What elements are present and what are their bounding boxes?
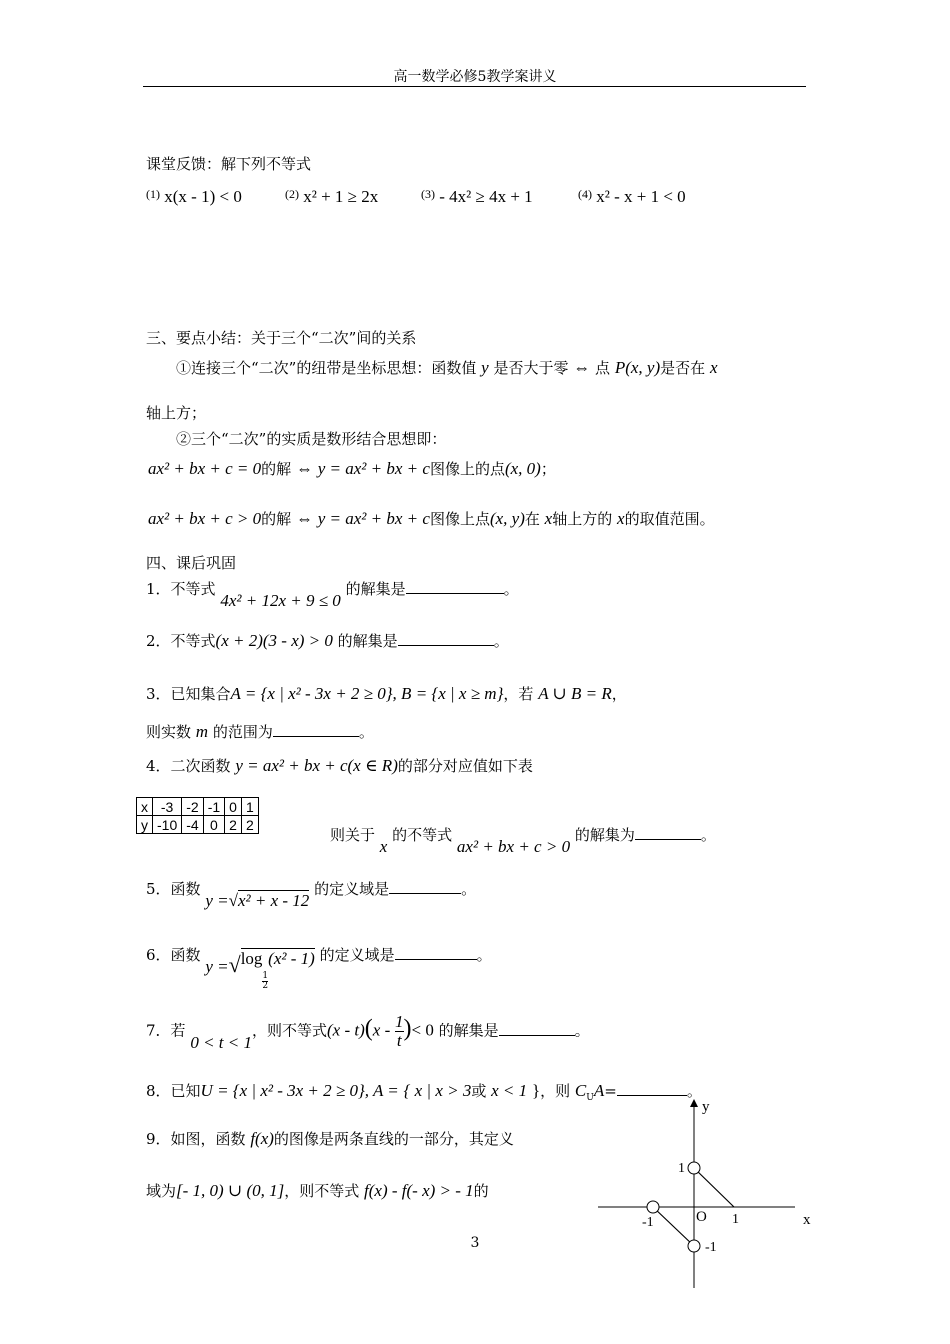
header-rule bbox=[143, 86, 806, 87]
table-row bbox=[137, 816, 259, 834]
question-5: 5．函数 y =√x² + x - 12 的定义域是 。 bbox=[146, 880, 477, 910]
feedback-title: 课堂反馈：解下列不等式 bbox=[146, 155, 312, 173]
values-table bbox=[136, 797, 259, 834]
summary-point-2: ②三个“二次”的实质是数形结合思想即： bbox=[176, 430, 447, 448]
table-cell: 2 bbox=[241, 816, 258, 834]
tick-label-x1: 1 bbox=[732, 1212, 739, 1227]
answer-blank[interactable] bbox=[406, 579, 504, 594]
answer-blank[interactable] bbox=[499, 1021, 575, 1036]
page-header-title: 高一数学必修5教学案讲义 bbox=[393, 69, 557, 85]
summary-point-1-cont: 轴上方； bbox=[146, 404, 207, 422]
homework-title: 四、课后巩固 bbox=[146, 554, 237, 572]
y-axis-label: y bbox=[702, 1099, 710, 1115]
table-cell: -2 bbox=[182, 798, 203, 816]
answer-blank[interactable] bbox=[635, 825, 701, 840]
table-cell: -3 bbox=[153, 798, 182, 816]
table-row bbox=[137, 798, 259, 816]
table-cell: -4 bbox=[182, 816, 203, 834]
question-1: 1．不等式 4x² + 12x + 9 ≤ 0 的解集是 。 bbox=[146, 580, 519, 610]
function-graph bbox=[590, 1093, 830, 1293]
table-cell: -1 bbox=[203, 798, 224, 816]
table-cell: x bbox=[137, 798, 153, 816]
answer-blank[interactable] bbox=[389, 879, 461, 894]
question-9: 9．如图，函数 f(x)的图像是两条直线的一部分，其定义 bbox=[146, 1129, 514, 1148]
tick-label-y1: 1 bbox=[678, 1161, 685, 1176]
tick-label-xm1: -1 bbox=[642, 1215, 654, 1230]
summary-title: 三、要点小结：关于三个“二次”间的关系 bbox=[146, 329, 417, 347]
summary-point-1: ①连接三个“二次”的纽带是坐标思想：函数值 y 是否大于零 ⇔ 点 P(x, y)是否在 x bbox=[176, 358, 718, 377]
answer-blank[interactable] bbox=[398, 631, 494, 646]
summary-line-1: ax² + bx + c = 0的解 ⇔ y = ax² + bx + c图像上的点(x, 0)； bbox=[148, 459, 556, 478]
table-cell: 0 bbox=[225, 798, 242, 816]
feedback-item-4: $^{(4)}$ x² - x + 1 < 0 bbox=[578, 187, 686, 206]
question-3: 3．已知集合A = {x | x² - 3x + 2 ≥ 0}, B = {x | x ≥ m}，若 A ∪ B = R， bbox=[146, 684, 627, 703]
question-9-cont: 域为[- 1, 0) ∪ (0, 1]，则不等式 f(x) - f(- x) > - 1的 bbox=[146, 1181, 489, 1200]
open-point-neg1-0 bbox=[647, 1201, 659, 1213]
feedback-item-2: $^{(2)}$ x² + 1 ≥ 2x bbox=[285, 187, 379, 206]
question-7: 7．若 0 < t < 1，则不等式(x - t)(x - $\frac{1}{t}$ )< 0 的解集是 。 bbox=[146, 1012, 590, 1052]
summary-line-2: ax² + bx + c > 0的解 ⇔ y = ax² + bx + c图像上点(x, y)在 x轴上方的 x的取值范围。 bbox=[148, 509, 715, 528]
table-cell: 1 bbox=[241, 798, 258, 816]
line-segment-right bbox=[694, 1168, 734, 1207]
feedback-item-1: $^{(1)}$ x(x - 1) < 0 bbox=[146, 187, 242, 206]
question-8: 8．已知U = {x | x² - 3x + 2 ≥ 0}, A = { x | x > 3或 x < 1 }，则 $C_UA=$ 。 bbox=[146, 1081, 702, 1103]
question-4-cont: 则关于 x 的不等式 ax² + bx + c > 0 的解集为 。 bbox=[330, 826, 716, 856]
question-3-cont: 则实数 m 的范围为 。 bbox=[146, 722, 374, 741]
x-axis-label: x bbox=[803, 1212, 811, 1228]
table-cell: y bbox=[137, 816, 153, 834]
open-point-0-1 bbox=[688, 1162, 700, 1174]
tick-label-ym1: -1 bbox=[705, 1240, 717, 1255]
question-6: 6．函数 y =√log $\frac{1}{2}$ (x² - 1) 的定义域是 。 bbox=[146, 946, 492, 991]
table-cell: -10 bbox=[153, 816, 182, 834]
origin-label: O bbox=[696, 1209, 707, 1225]
feedback-item-3: $^{(3)}$ - 4x² ≥ 4x + 1 bbox=[421, 187, 533, 206]
table-cell: 2 bbox=[225, 816, 242, 834]
page-number: 3 bbox=[470, 1235, 480, 1251]
question-4: 4．二次函数 y = ax² + bx + c(x ∈ R)的部分对应值如下表 bbox=[146, 756, 533, 775]
table-cell: 0 bbox=[203, 816, 224, 834]
answer-blank[interactable] bbox=[395, 945, 477, 960]
answer-blank[interactable] bbox=[273, 722, 359, 737]
question-2: 2．不等式(x + 2)(3 - x) > 0 的解集是 。 bbox=[146, 631, 509, 650]
